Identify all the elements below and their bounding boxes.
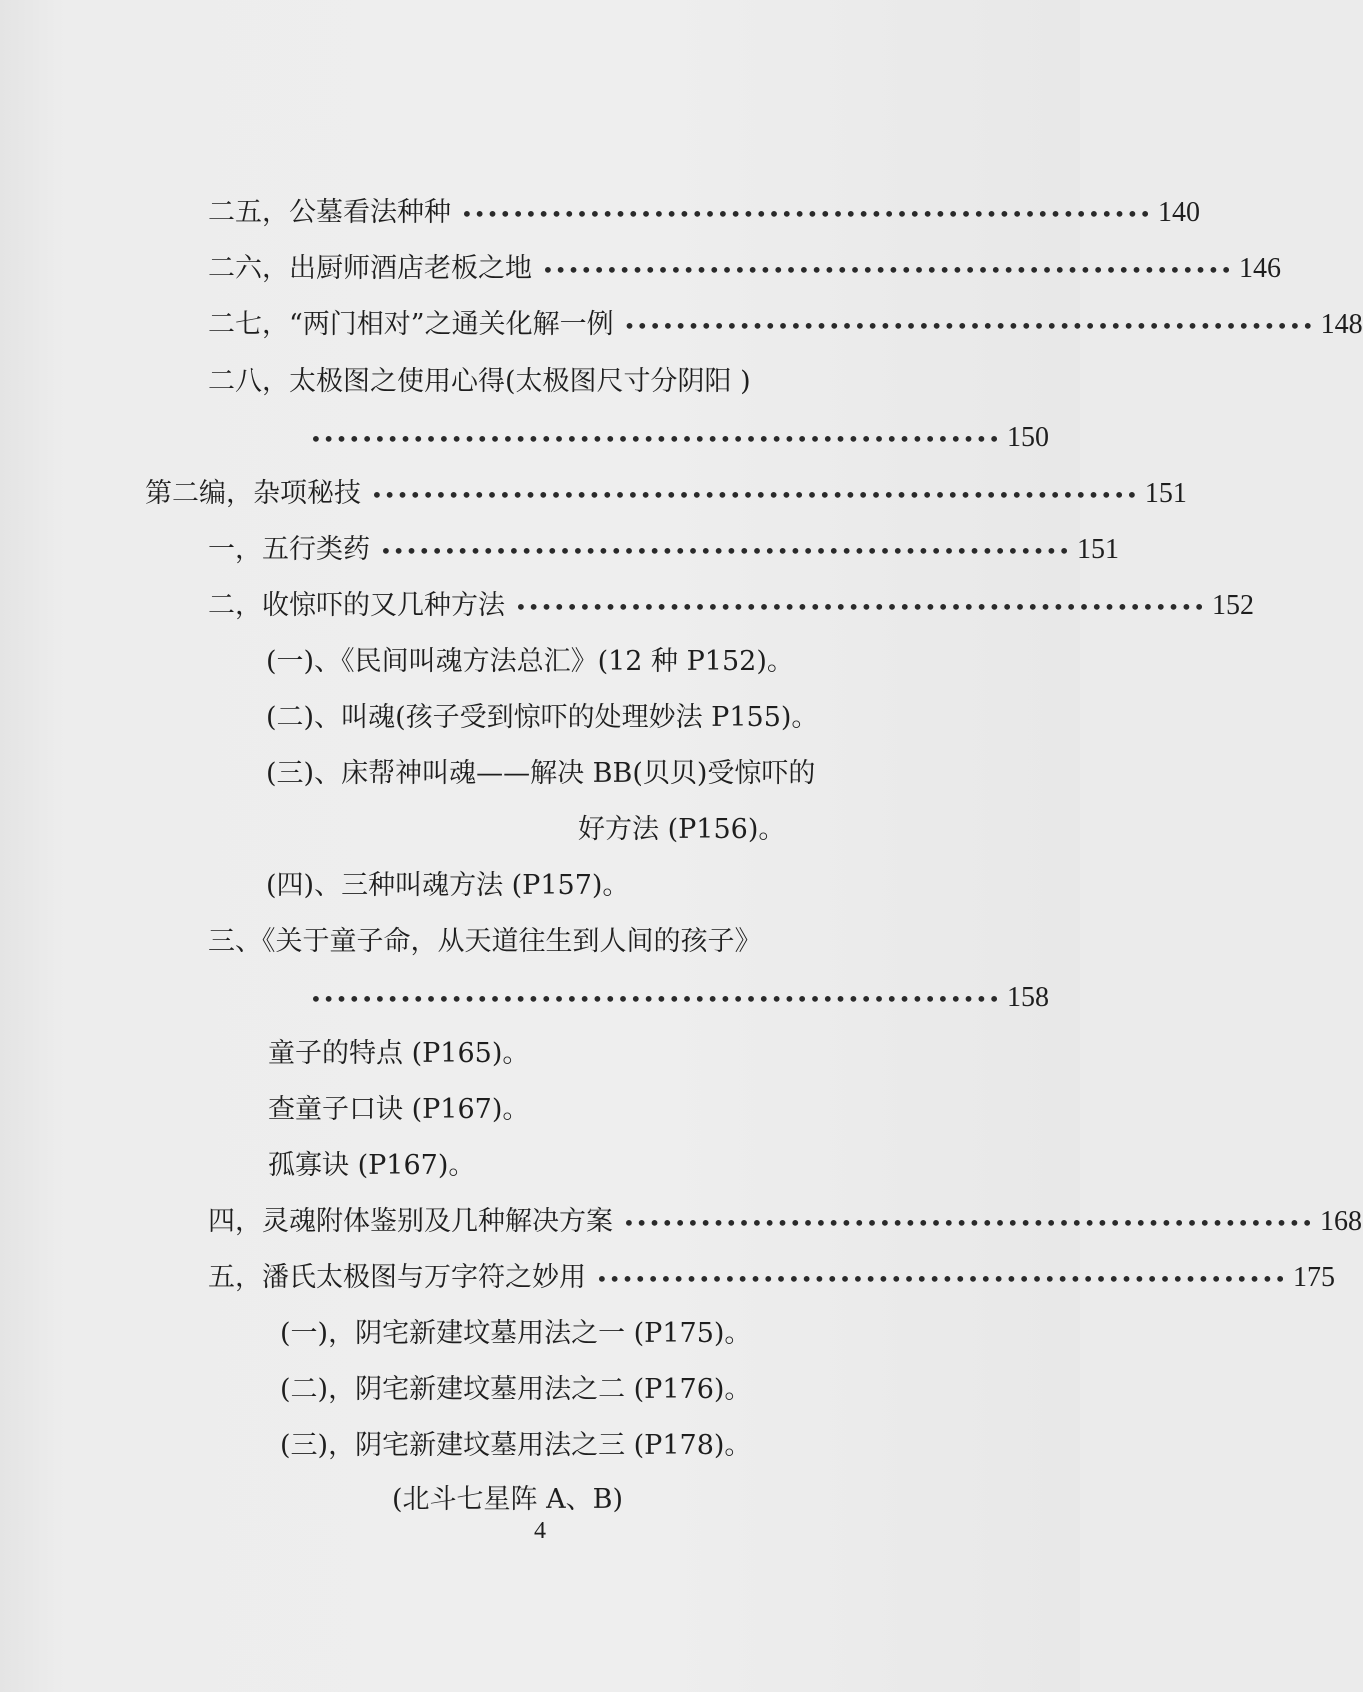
toc-part-2 [145,474,1187,514]
toc-section-5 [208,1258,1336,1298]
dot-leader: •••••••••••••••••••••••••••••••••••••••••••••••••••••• [310,427,1002,451]
toc-subentry-continued: 好方法 (P156)。 [578,814,786,845]
toc-section-3-leader-line [310,978,1050,1018]
toc-entry-page: 152 [1212,590,1255,621]
toc-entry-page: 158 [1007,982,1050,1013]
toc-subentry: (三)、床帮神叫魂——解决 BB(贝贝)受惊吓的 [266,758,816,789]
dot-leader: •••••••••••••••••••••••••••••••••••••••••••••••••••••• [542,258,1234,282]
dot-leader: •••••••••••••••••••••••••••••••••••••••••••••••••••••• [623,1211,1315,1235]
dot-leader: •••••••••••••••••••••••••••••••••••••••••••••••••••••• [623,314,1315,338]
page-number: 4 [534,1518,546,1544]
toc-entry-label: 四，灵魂附体鉴别及几种解决方案 [208,1206,613,1237]
toc-entry-page: 168 [1320,1206,1363,1237]
toc-subentry: 孤寡诀 (P167)。 [268,1150,476,1181]
dot-leader: •••••••••••••••••••••••••••••••••••••••••••••••••••••• [596,1267,1288,1291]
toc-subentry: (四)、三种叫魂方法 (P157)。 [266,870,630,901]
toc-section-3-label: 三、《关于童子命，从天道往生到人间的孩子》 [208,926,762,957]
toc-entry-label: 第二编，杂项秘技 [145,478,361,509]
toc-entry-label: 二七，“两门相对”之通关化解一例 [208,309,614,340]
toc-subentry: (二)、叫魂(孩子受到惊吓的处理妙法 P155)。 [266,702,819,733]
toc-entry-27 [208,305,1363,345]
toc-section-1 [208,530,1120,570]
toc-entry-28-leader-line [310,418,1050,458]
toc-entry-label: 二五，公墓看法种种 [208,197,451,228]
toc-section-4 [208,1202,1363,1242]
toc-subentry: 童子的特点 (P165)。 [268,1038,530,1069]
toc-entry-page: 140 [1158,197,1201,228]
dot-leader: •••••••••••••••••••••••••••••••••••••••••••••••••••••• [515,595,1207,619]
dot-leader: •••••••••••••••••••••••••••••••••••••••••••••••••••••• [461,202,1153,226]
toc-entry-page: 175 [1293,1262,1336,1293]
toc-entry-label: 二六，出厨师酒店老板之地 [208,253,532,284]
toc-entry-26 [208,249,1282,289]
toc-subentry: (二)，阴宅新建坟墓用法之二 (P176)。 [280,1374,752,1405]
toc-subentry: 查童子口诀 (P167)。 [268,1094,530,1125]
dot-leader: •••••••••••••••••••••••••••••••••••••••••••••••••••••••••••• [371,483,1139,507]
toc-subentry: (三)，阴宅新建坟墓用法之三 (P178)。 [280,1430,752,1461]
toc-subentry-note: (北斗七星阵 A、B) [392,1484,623,1515]
toc-entry-28-label: 二八，太极图之使用心得(太极图尺寸分阴阳 ) [208,366,751,397]
toc-entry-25 [208,193,1201,233]
toc-section-2 [208,586,1255,626]
toc-entry-page: 151 [1077,534,1120,565]
toc-entry-label: 一，五行类药 [208,534,370,565]
toc-subentry: (一)、《民间叫魂方法总汇》(12 种 P152)。 [266,646,794,677]
toc-entry-page: 150 [1007,422,1050,453]
toc-subentry: (一)，阴宅新建坟墓用法之一 (P175)。 [280,1318,752,1349]
dot-leader: •••••••••••••••••••••••••••••••••••••••••••••••••••••• [380,539,1072,563]
toc-entry-label: 二，收惊吓的又几种方法 [208,590,505,621]
toc-entry-page: 151 [1144,478,1187,509]
dot-leader: •••••••••••••••••••••••••••••••••••••••••••••••••••••• [310,987,1002,1011]
toc-entry-page: 146 [1239,253,1282,284]
toc-entry-label: 五，潘氏太极图与万字符之妙用 [208,1262,586,1293]
toc-entry-page: 148 [1320,309,1363,340]
